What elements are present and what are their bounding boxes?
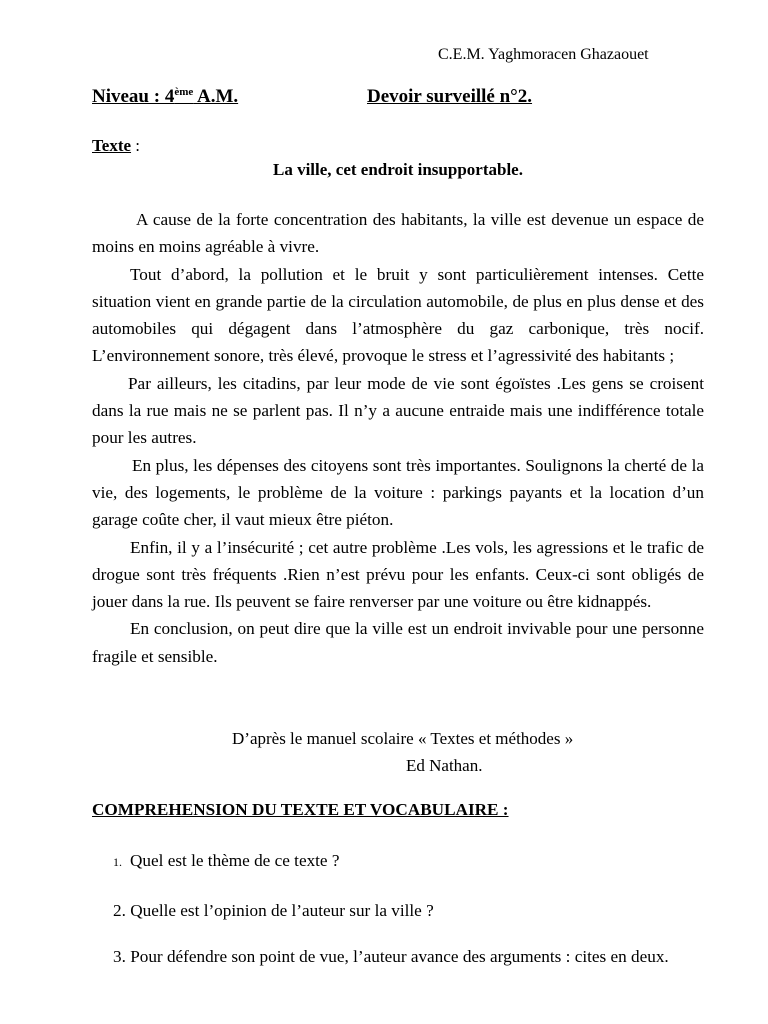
school-name: C.E.M. Yaghmoracen Ghazaouet bbox=[438, 46, 649, 63]
question-text: Quelle est l’opinion de l’auteur sur la ville ? bbox=[130, 901, 434, 920]
paragraph: Enfin, il y a l’insécurité ; cet autre problème .Les vols, les agressions et le trafic de drogue sont très fréquents .Rien n’est prévu pour les enfants. Ceux-ci sont obligés de jouer dans la rue. Ils peuvent se faire renverser par une voiture ou être kidnappés. bbox=[92, 537, 704, 612]
question-number: 3. bbox=[113, 947, 126, 966]
question-number: 1. bbox=[113, 855, 122, 869]
level-label: Niveau : 4ème A.M. bbox=[92, 86, 239, 107]
comprehension-section-title: COMPREHENSION DU TEXTE ET VOCABULAIRE : bbox=[92, 800, 509, 819]
source-publisher: Ed Nathan. bbox=[406, 756, 483, 775]
question-2 bbox=[113, 898, 711, 923]
question-text: Pour défendre son point de vue, l’auteur avance des arguments : cites en deux. bbox=[130, 947, 669, 966]
question-3 bbox=[113, 944, 711, 969]
paragraph: Tout d’abord, la pollution et le bruit y sont particulièrement intenses. Cette situation vient en grande partie de la circulation automobile, de plus en plus dense et des automobiles qui dégagent dans l’atmosphère du gaz carbonique, très nocif. L’environnement sonore, très élevé, provoque le stress et l’agressivité des habitants ; bbox=[92, 264, 704, 366]
question-number: 2. bbox=[113, 901, 126, 920]
paragraph: En conclusion, on peut dire que la ville est un endroit invivable pour une personne fragile et sensible. bbox=[92, 619, 704, 666]
text-source bbox=[232, 725, 573, 779]
question-text: Quel est le thème de ce texte ? bbox=[130, 851, 340, 870]
paragraph: Par ailleurs, les citadins, par leur mode de vie sont égoïstes .Les gens se croisent dans la rue mais ne se parlent pas. Il n’y a aucune entraide mais une indifférence totale pour les autres. bbox=[92, 373, 704, 448]
paragraph: A cause de la forte concentration des habitants, la ville est devenue un espace de moins en moins agréable à vivre. bbox=[92, 210, 704, 257]
paragraph: En plus, les dépenses des citoyens sont très importantes. Soulignons la cherté de la vie, des logements, le problème de la voiture : parkings payants et la location d’un garage coûte cher, il vaut mieux être piéton. bbox=[92, 455, 704, 530]
source-book: D’après le manuel scolaire « Textes et méthodes » bbox=[232, 729, 574, 748]
exam-title: Devoir surveillé n°2. bbox=[367, 86, 533, 107]
text-section-label: Texte : bbox=[92, 136, 141, 155]
reading-text bbox=[92, 206, 704, 670]
question-1 bbox=[113, 848, 711, 875]
text-title: La ville, cet endroit insupportable. bbox=[273, 160, 523, 179]
